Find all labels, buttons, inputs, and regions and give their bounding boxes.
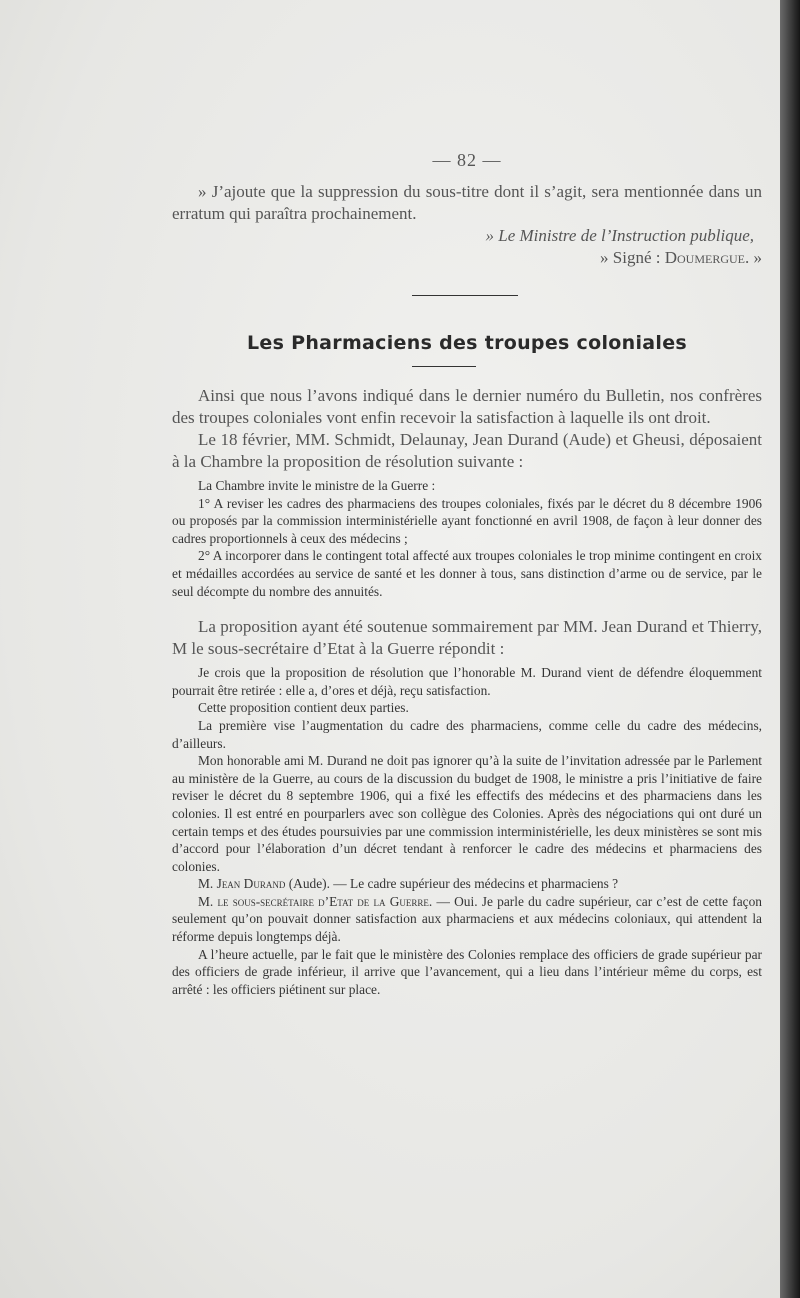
article-title: Les Pharmaciens des troupes coloniales <box>247 332 687 354</box>
intro-paragraph-1: Ainsi que nous l’avons indiqué dans le dernier numéro du Bulletin, nos confrères des troupes coloniales vont enfin recevoir la satisfaction à laquelle ils ont droit. <box>172 386 762 427</box>
page-number: — 82 — <box>432 150 502 170</box>
section-divider <box>412 295 518 296</box>
reply-paragraph-6 <box>172 893 762 946</box>
speaker-secretary: M. le sous-secrétaire d’Etat de la Guerre. <box>198 893 433 909</box>
signature-name: Doumergue <box>664 248 745 267</box>
resolution-lead: La Chambre invite le ministre de la Guerre : <box>198 478 436 493</box>
signature-prefix: » Signé : <box>600 248 665 267</box>
signature-line: » Le Ministre de l’Instruction publique, <box>485 226 754 245</box>
reply-paragraph-7: A l’heure actuelle, par le fait que le ministère des Colonies remplace des officiers de grade supérieur par des officiers de grade inférieur, il arrive que l’avancement, qui a lieu dans l’intérieur même du corps, est arrêté : les officiers piétinent sur place. <box>172 946 762 997</box>
minister-reply <box>172 664 762 998</box>
reply-paragraph-1: Je crois que la proposition de résolution que l’honorable M. Durand vient de défendre éloquemment pourrait être retirée : elle a, d’ores et déjà, reçu satisfaction. <box>172 665 762 698</box>
speaker-durand: M. Jean Durand <box>198 876 286 892</box>
book-binding-edge <box>780 0 800 1298</box>
proposition-paragraph: La proposition ayant été soutenue sommairement par MM. Jean Durand et Thierry, M le sous-secrétaire d’Etat à la Guerre répondit : <box>172 617 762 659</box>
reply-paragraph-5 <box>172 875 762 893</box>
signature-suffix: . » <box>745 248 762 267</box>
quote-paragraph: » J’ajoute que la suppression du sous-titre dont il s’agit, sera mentionnée dans un erratum qui paraîtra prochainement. <box>172 182 762 223</box>
proposition-section <box>172 616 762 660</box>
durand-remark: (Aude). — Le cadre supérieur des médecins et pharmaciens ? <box>285 876 619 892</box>
signature-name-line <box>172 247 762 269</box>
letter-ending <box>172 181 762 269</box>
resolution-item-1: 1° A reviser les cadres des pharmaciens des troupes coloniales, fixés par le décret du 8 décembre 1906 ou proposés par la commission interministérielle ayant fonctionné en avril 1908, de façon à leur donner des cadres proportionnels à ceux des médecins ; <box>172 495 762 546</box>
resolution-text <box>172 477 762 600</box>
reply-paragraph-3: La première vise l’augmentation du cadre des pharmaciens, comme celle du cadre des médecins, d’ailleurs. <box>172 717 762 751</box>
intro-paragraph-2: Le 18 février, MM. Schmidt, Delaunay, Jean Durand (Aude) et Gheusi, déposaient à la Chambre la proposition de résolution suivante : <box>172 430 762 471</box>
secretary-remark: — Oui. Je parle du cadre supérieur, car c’est de cette façon seulement qu’on pouvait donner satisfaction aux pharmaciens et aux médecins coloniaux, qui attendent la réforme depuis longtemps déjà. <box>172 893 762 945</box>
page-content <box>172 150 762 998</box>
reply-paragraph-2: Cette proposition contient deux parties. <box>198 700 409 716</box>
intro-section <box>172 385 762 473</box>
reply-paragraph-4: Mon honorable ami M. Durand ne doit pas ignorer qu’à la suite de l’invitation adressée par le Parlement au ministère de la Guerre, au cours de la discussion du budget de 1908, le ministre a pris l’initiative de faire reviser le décret du 8 septembre 1906, qui a fixé les effectifs des médecins et des pharmaciens dans les colonies. Il est entré en pourparlers avec son collègue des Colonies. Après des négociations qui ont duré un certain temps et des études poursuivies par une commission interministérielle, les deux ministères se sont mis d’accord pour l’élaboration d’un décret tendant à renforcer le cadre des médecins et pharmaciens des colonies. <box>172 753 762 874</box>
resolution-item-2: 2° A incorporer dans le contingent total affecté aux troupes coloniales le trop minime contingent en croix et médailles accordées au service de santé et les donner à tous, sans distinction d’arme ou de service, par le seul décompte du nombre des annuités. <box>172 548 762 599</box>
